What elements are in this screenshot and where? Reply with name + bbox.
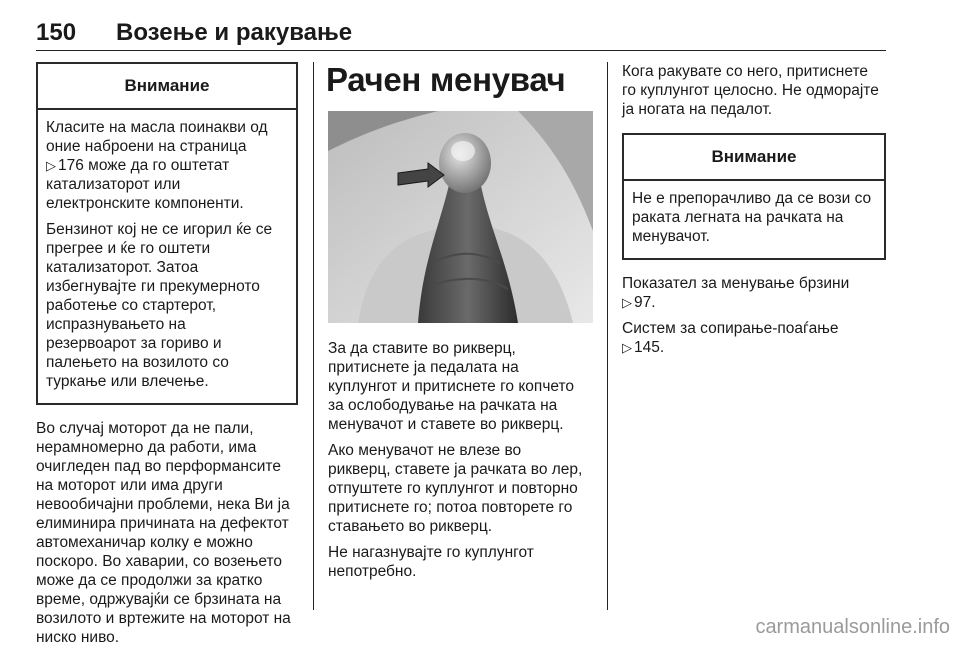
page-ref-arrow-icon: ▷ — [622, 340, 632, 355]
warning-text: Не е препорачливо да се вози со раката легната на рачката на менувачот. — [632, 190, 872, 245]
section-title: Возење и ракување — [116, 19, 353, 46]
warning-paragraph-1: Класите на масла поинакви од оние наброени на страница ▷ 176 може да го оштетат катализаторот или електронските компоненти. — [46, 119, 268, 212]
warning-box — [622, 133, 886, 260]
watermark: carmanualsonline.info — [755, 616, 950, 638]
page-ref-arrow-icon: ▷ — [622, 295, 632, 310]
column-left — [36, 62, 298, 654]
warning-box — [36, 62, 298, 405]
page-ref-arrow-icon: ▷ — [46, 158, 56, 173]
column-right — [622, 62, 886, 364]
cross-reference-1: Показател за менување брзини ▷ 97. — [622, 275, 850, 311]
page-number: 150 — [36, 19, 77, 46]
column-divider-1 — [313, 62, 314, 610]
cross-reference-2: Систем за сопирање-поаѓање ▷ 145. — [622, 320, 839, 356]
warning-paragraph-2: Бензинот кој не се игорил ќе се прегрее и ќе го оштети катализаторот. Затоа избегнувајте ги прекумерното работење со стартерот, испразнувањето на резервоарот за гориво и палењето на возилото со туркање или влечење. — [46, 221, 273, 390]
paragraph-3: Не нагазнувајте го куплунгот непотребно. — [328, 544, 534, 580]
paragraph-2: Ако менувачот не влезе во рикверц, ставете ја рачката во лер, отпуштете го куплунгот и повторно притиснете го; потоа повторете го ставањето во рикверц. — [328, 442, 583, 535]
body-paragraph: Во случај моторот да не пали, нерамномерно да работи, има очигледен пад во перформансите на моторот или има други невообичајни проблеми, нека Ви ја елиминира причината на дефектот автомеханичар колку е можно поскоро. Во хаварии, со возењето може да се продолжи за кратко време, одржувајќи се брзината на возилото и вртежите на моторот на ниско ниво. — [36, 420, 291, 646]
column-middle — [328, 62, 593, 588]
gear-shift-photo — [328, 111, 593, 323]
column-divider-2 — [607, 62, 608, 610]
page-header — [36, 10, 886, 51]
paragraph-1: За да ставите во рикверц, притиснете ја педалата на куплунгот и притиснете го копчето за ослободување на рачката на менувачот и ставете во рикверц. — [328, 340, 575, 433]
section-heading: Рачен менувач — [326, 61, 566, 98]
gear-shift-illustration — [328, 111, 593, 323]
paragraph-1: Кога ракувате со него, притиснете го куплунгот целосно. Не одморајте ја ногата на педалот. — [622, 63, 879, 118]
warning-title: Внимание — [624, 135, 884, 181]
warning-title: Внимание — [38, 64, 296, 110]
